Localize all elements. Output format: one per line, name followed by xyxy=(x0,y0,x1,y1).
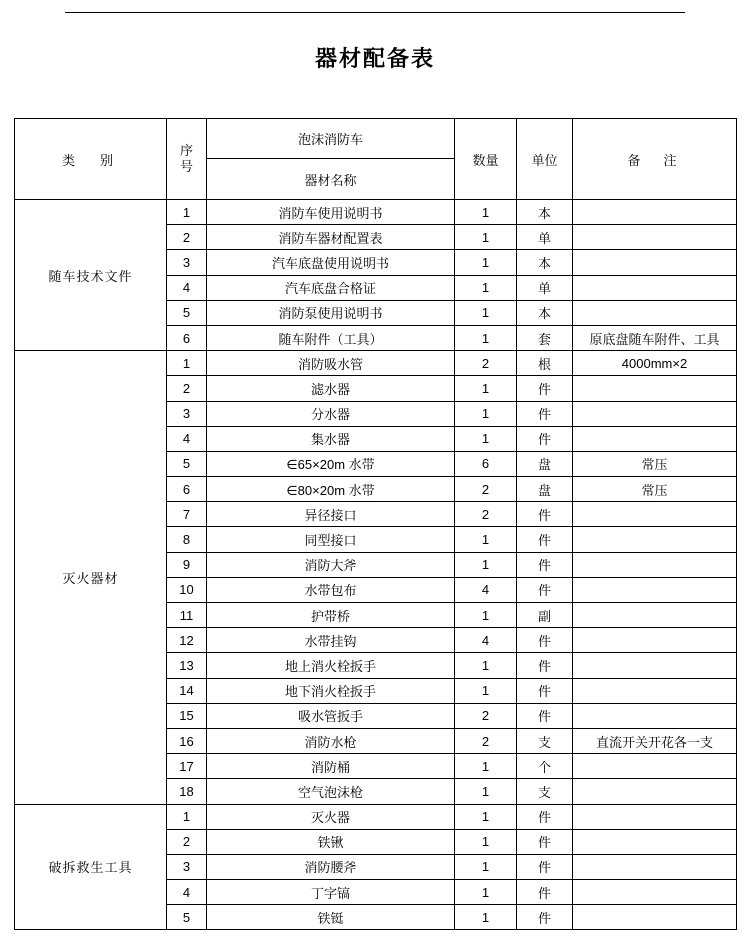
item-name-cell: 汽车底盘使用说明书 xyxy=(207,250,455,275)
unit-cell: 件 xyxy=(517,829,573,854)
quantity-cell: 1 xyxy=(455,325,517,350)
unit-cell: 本 xyxy=(517,250,573,275)
unit-cell: 本 xyxy=(517,300,573,325)
quantity-cell: 2 xyxy=(455,703,517,728)
quantity-cell: 1 xyxy=(455,754,517,779)
header-unit: 单位 xyxy=(517,119,573,200)
quantity-cell: 1 xyxy=(455,552,517,577)
note-cell xyxy=(573,502,737,527)
unit-cell: 件 xyxy=(517,502,573,527)
note-cell xyxy=(573,225,737,250)
item-name-cell: 铁铤 xyxy=(207,905,455,930)
seq-cell: 4 xyxy=(167,426,207,451)
unit-cell: 件 xyxy=(517,653,573,678)
unit-cell: 件 xyxy=(517,880,573,905)
quantity-cell: 4 xyxy=(455,577,517,602)
quantity-cell: 4 xyxy=(455,628,517,653)
unit-cell: 件 xyxy=(517,905,573,930)
item-name-cell: 消防泵使用说明书 xyxy=(207,300,455,325)
table-row xyxy=(15,200,737,225)
quantity-cell: 1 xyxy=(455,250,517,275)
item-name-cell: ∈65×20m 水带 xyxy=(207,451,455,476)
seq-cell: 9 xyxy=(167,552,207,577)
note-cell: 直流开关开花各一支 xyxy=(573,728,737,753)
seq-cell: 16 xyxy=(167,728,207,753)
item-name-cell: 护带桥 xyxy=(207,603,455,628)
note-cell xyxy=(573,300,737,325)
quantity-cell: 1 xyxy=(455,426,517,451)
item-name-cell: ∈80×20m 水带 xyxy=(207,477,455,502)
header-rule xyxy=(65,12,685,13)
item-name-cell: 消防水枪 xyxy=(207,728,455,753)
quantity-cell: 1 xyxy=(455,401,517,426)
note-cell xyxy=(573,905,737,930)
seq-cell: 11 xyxy=(167,603,207,628)
equipment-table-container xyxy=(14,118,736,930)
quantity-cell: 1 xyxy=(455,300,517,325)
header-category: 类 别 xyxy=(15,119,167,200)
item-name-cell: 铁锹 xyxy=(207,829,455,854)
note-cell xyxy=(573,275,737,300)
item-name-cell: 吸水管扳手 xyxy=(207,703,455,728)
unit-cell: 套 xyxy=(517,325,573,350)
header-quantity: 数量 xyxy=(455,119,517,200)
note-cell xyxy=(573,678,737,703)
category-cell: 随车技术文件 xyxy=(15,200,167,351)
unit-cell: 件 xyxy=(517,376,573,401)
item-name-cell: 地上消火栓扳手 xyxy=(207,653,455,678)
header-item-name: 器材名称 xyxy=(207,159,455,200)
quantity-cell: 2 xyxy=(455,502,517,527)
seq-cell: 15 xyxy=(167,703,207,728)
seq-cell: 3 xyxy=(167,854,207,879)
seq-cell: 12 xyxy=(167,628,207,653)
header-vehicle-type: 泡沫消防车 xyxy=(207,119,455,159)
quantity-cell: 1 xyxy=(455,376,517,401)
unit-cell: 支 xyxy=(517,728,573,753)
seq-cell: 3 xyxy=(167,401,207,426)
header-sequence xyxy=(167,119,207,200)
note-cell xyxy=(573,426,737,451)
seq-cell: 8 xyxy=(167,527,207,552)
header-sequence-line1: 序 xyxy=(179,142,193,158)
note-cell xyxy=(573,552,737,577)
equipment-table xyxy=(14,118,737,930)
note-cell xyxy=(573,577,737,602)
unit-cell: 副 xyxy=(517,603,573,628)
item-name-cell: 消防车器材配置表 xyxy=(207,225,455,250)
quantity-cell: 1 xyxy=(455,779,517,804)
quantity-cell: 1 xyxy=(455,804,517,829)
item-name-cell: 同型接口 xyxy=(207,527,455,552)
unit-cell: 件 xyxy=(517,804,573,829)
seq-cell: 7 xyxy=(167,502,207,527)
quantity-cell: 1 xyxy=(455,225,517,250)
unit-cell: 本 xyxy=(517,200,573,225)
seq-cell: 2 xyxy=(167,376,207,401)
note-cell xyxy=(573,880,737,905)
note-cell: 常压 xyxy=(573,477,737,502)
item-name-cell: 丁字镐 xyxy=(207,880,455,905)
seq-cell: 10 xyxy=(167,577,207,602)
seq-cell: 13 xyxy=(167,653,207,678)
header-row-1 xyxy=(15,119,737,159)
quantity-cell: 1 xyxy=(455,275,517,300)
unit-cell: 件 xyxy=(517,552,573,577)
item-name-cell: 灭火器 xyxy=(207,804,455,829)
quantity-cell: 1 xyxy=(455,200,517,225)
note-cell xyxy=(573,376,737,401)
header-sequence-line2: 号 xyxy=(179,159,193,174)
item-name-cell: 滤水器 xyxy=(207,376,455,401)
quantity-cell: 1 xyxy=(455,829,517,854)
header-note: 备 注 xyxy=(573,119,737,200)
unit-cell: 盘 xyxy=(517,477,573,502)
quantity-cell: 1 xyxy=(455,527,517,552)
unit-cell: 件 xyxy=(517,703,573,728)
seq-cell: 18 xyxy=(167,779,207,804)
item-name-cell: 消防大斧 xyxy=(207,552,455,577)
unit-cell: 件 xyxy=(517,401,573,426)
seq-cell: 6 xyxy=(167,325,207,350)
unit-cell: 支 xyxy=(517,779,573,804)
note-cell xyxy=(573,527,737,552)
item-name-cell: 消防吸水管 xyxy=(207,351,455,376)
seq-cell: 5 xyxy=(167,905,207,930)
item-name-cell: 异径接口 xyxy=(207,502,455,527)
unit-cell: 件 xyxy=(517,426,573,451)
page-title: 器材配备表 xyxy=(314,46,435,71)
item-name-cell: 地下消火栓扳手 xyxy=(207,678,455,703)
item-name-cell: 随车附件（工具） xyxy=(207,325,455,350)
note-cell xyxy=(573,854,737,879)
quantity-cell: 1 xyxy=(455,854,517,879)
note-cell xyxy=(573,829,737,854)
note-cell xyxy=(573,703,737,728)
quantity-cell: 2 xyxy=(455,351,517,376)
table-header xyxy=(15,119,737,200)
unit-cell: 盘 xyxy=(517,451,573,476)
table-row xyxy=(15,351,737,376)
item-name-cell: 集水器 xyxy=(207,426,455,451)
seq-cell: 3 xyxy=(167,250,207,275)
note-cell xyxy=(573,653,737,678)
unit-cell: 件 xyxy=(517,854,573,879)
unit-cell: 件 xyxy=(517,628,573,653)
seq-cell: 6 xyxy=(167,477,207,502)
note-cell xyxy=(573,603,737,628)
note-cell xyxy=(573,250,737,275)
note-cell xyxy=(573,401,737,426)
table-body xyxy=(15,200,737,930)
unit-cell: 件 xyxy=(517,678,573,703)
quantity-cell: 2 xyxy=(455,728,517,753)
item-name-cell: 水带包布 xyxy=(207,577,455,602)
seq-cell: 4 xyxy=(167,275,207,300)
seq-cell: 4 xyxy=(167,880,207,905)
unit-cell: 单 xyxy=(517,225,573,250)
seq-cell: 14 xyxy=(167,678,207,703)
seq-cell: 17 xyxy=(167,754,207,779)
item-name-cell: 分水器 xyxy=(207,401,455,426)
category-cell: 破拆救生工具 xyxy=(15,804,167,930)
unit-cell: 件 xyxy=(517,577,573,602)
quantity-cell: 1 xyxy=(455,653,517,678)
quantity-cell: 6 xyxy=(455,451,517,476)
note-cell xyxy=(573,200,737,225)
item-name-cell: 汽车底盘合格证 xyxy=(207,275,455,300)
unit-cell: 单 xyxy=(517,275,573,300)
item-name-cell: 消防桶 xyxy=(207,754,455,779)
item-name-cell: 空气泡沫枪 xyxy=(207,779,455,804)
quantity-cell: 1 xyxy=(455,905,517,930)
note-cell xyxy=(573,804,737,829)
note-cell xyxy=(573,628,737,653)
note-cell: 4000mm×2 xyxy=(573,351,737,376)
seq-cell: 1 xyxy=(167,200,207,225)
note-cell: 原底盘随车附件、工具 xyxy=(573,325,737,350)
note-cell: 常压 xyxy=(573,451,737,476)
note-cell xyxy=(573,754,737,779)
seq-cell: 5 xyxy=(167,451,207,476)
seq-cell: 2 xyxy=(167,829,207,854)
quantity-cell: 1 xyxy=(455,880,517,905)
item-name-cell: 消防车使用说明书 xyxy=(207,200,455,225)
quantity-cell: 1 xyxy=(455,603,517,628)
category-cell: 灭火器材 xyxy=(15,351,167,804)
seq-cell: 5 xyxy=(167,300,207,325)
quantity-cell: 1 xyxy=(455,678,517,703)
unit-cell: 根 xyxy=(517,351,573,376)
seq-cell: 1 xyxy=(167,351,207,376)
note-cell xyxy=(573,779,737,804)
quantity-cell: 2 xyxy=(455,477,517,502)
unit-cell: 件 xyxy=(517,527,573,552)
item-name-cell: 水带挂钩 xyxy=(207,628,455,653)
unit-cell: 个 xyxy=(517,754,573,779)
seq-cell: 2 xyxy=(167,225,207,250)
table-row xyxy=(15,804,737,829)
seq-cell: 1 xyxy=(167,804,207,829)
item-name-cell: 消防腰斧 xyxy=(207,854,455,879)
